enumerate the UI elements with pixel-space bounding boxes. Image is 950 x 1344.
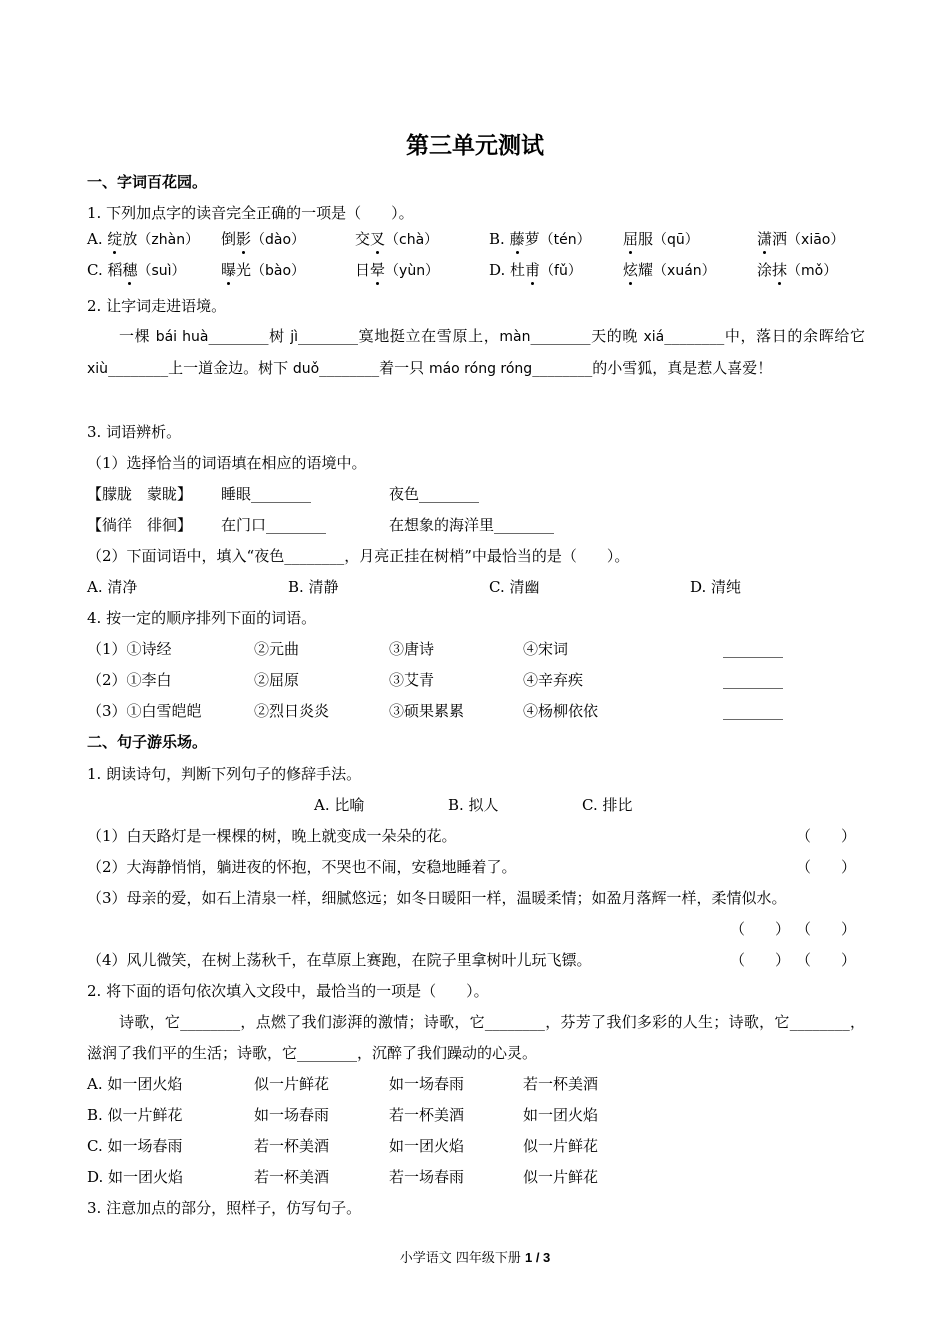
- pinyin-reading: （xuán）: [653, 263, 716, 279]
- q3-fill1a: 睡眼________: [221, 485, 312, 503]
- q4-row3-d: ④杨柳依依: [523, 702, 599, 720]
- q3-sub1: （1）选择恰当的词语填在相应的语境中。: [87, 454, 367, 472]
- page-title: 第三单元测试: [406, 133, 544, 159]
- passage-text: ________的小雪狐，真是惹人喜爱！: [532, 359, 773, 377]
- q4-row3-c: ③硕果累累: [389, 702, 465, 720]
- q1-option-c-6: 涂抹（mǒ）: [757, 261, 838, 279]
- q3-option-a: A. 清净: [87, 578, 138, 596]
- pinyin-reading: （tén）: [539, 232, 591, 248]
- pinyin-reading: （fǔ）: [540, 263, 582, 279]
- q3-pair2: 【徜徉 徘徊】: [87, 516, 193, 534]
- dotted-character: 藤: [509, 230, 525, 248]
- s1-item-3-answer-2: （ ）: [796, 920, 857, 938]
- s2-option-b-2: 如一场春雨: [254, 1106, 330, 1124]
- q4-row1-d: ④宋词: [523, 640, 569, 658]
- s2-option-b-3: 若一杯美酒: [389, 1106, 465, 1124]
- s1-choice-b: B. 拟人: [448, 796, 499, 814]
- q1-option-a-4: B. 藤萝（tén）: [489, 230, 591, 248]
- q4-row3-b: ②烈日炎炎: [254, 702, 330, 720]
- pinyin-prompt: bái huà: [155, 329, 209, 345]
- s2-option-a-1: A. 如一团火焰: [87, 1075, 183, 1093]
- pinyin-reading: （zhàn）: [137, 232, 200, 248]
- q1-option-c-1: C. 稻穗（suì）: [87, 261, 186, 279]
- s2-option-d-2: 若一杯美酒: [254, 1168, 330, 1186]
- s2-option-a-2: 似一片鲜花: [254, 1075, 330, 1093]
- s3-prompt: 3. 注意加点的部分，照样子，仿写句子。: [87, 1199, 362, 1217]
- dotted-character: 抹: [772, 261, 788, 279]
- dotted-character: 甫: [525, 261, 541, 279]
- q4-row3-a: （3）①白雪皑皑: [87, 702, 202, 720]
- q4-row2-blank: ________: [723, 671, 783, 689]
- q4-prompt: 4. 按一定的顺序排列下面的词语。: [87, 609, 317, 627]
- pinyin-prompt: xiù: [87, 361, 109, 377]
- q3-prompt: 3. 词语辨析。: [87, 423, 182, 441]
- dotted-character: 穗: [122, 261, 138, 279]
- q4-row1-b: ②元曲: [254, 640, 300, 658]
- pinyin-prompt: jì: [290, 329, 298, 345]
- dotted-character: 曝: [221, 261, 237, 279]
- q3-fill1b: 夜色________: [389, 485, 480, 503]
- section-2-heading: 二、句子游乐场。: [87, 733, 208, 751]
- passage-text: ________树: [208, 327, 291, 345]
- passage-text: ________上一道金边。树下: [108, 359, 293, 377]
- s2-prompt: 2. 将下面的语句依次填入文段中，最恰当的一项是（ ）。: [87, 982, 489, 1000]
- s2-option-b-4: 如一团火焰: [523, 1106, 599, 1124]
- q1-option-a-3: 交叉（chà）: [355, 230, 439, 248]
- q3-pair1: 【朦胧 蒙眬】: [87, 485, 193, 503]
- q4-row2-a: （2）①李白: [87, 671, 172, 689]
- s2-option-a-3: 如一场春雨: [389, 1075, 465, 1093]
- dotted-character: 影: [236, 230, 252, 248]
- s2-option-c-4: 似一片鲜花: [523, 1137, 599, 1155]
- pinyin-prompt: duǒ: [292, 361, 320, 377]
- s2-option-d-3: 若一场春雨: [389, 1168, 465, 1186]
- s1-item-1-answer: （ ）: [796, 827, 857, 845]
- s1-prompt: 1. 朗读诗句，判断下列句子的修辞手法。: [87, 765, 362, 783]
- page-footer: [0, 1247, 950, 1266]
- s1-item-4: （4）风儿微笑，在树上荡秋千，在草原上赛跑，在院子里拿树叶儿玩飞镖。: [87, 951, 592, 969]
- page-number: 1 / 3: [524, 1250, 551, 1265]
- q1-option-a-2: 倒影（dào）: [221, 230, 306, 248]
- q3-option-d: D. 清纯: [690, 578, 742, 596]
- passage-text: 一棵: [119, 327, 156, 345]
- q1-option-c-3: 日晕（yùn）: [355, 261, 440, 279]
- dotted-character: 屈: [623, 230, 639, 248]
- q1-option-a-6: 潇洒（xiāo）: [757, 230, 845, 248]
- pinyin-reading: （suì）: [137, 263, 186, 279]
- pinyin-reading: （mǒ）: [787, 263, 838, 279]
- q4-row2-c: ③艾青: [389, 671, 435, 689]
- s2-option-a-4: 若一杯美酒: [523, 1075, 599, 1093]
- pinyin-prompt: máo róng róng: [428, 361, 533, 377]
- pinyin-prompt: xiá: [643, 329, 665, 345]
- pinyin-prompt: màn: [499, 329, 531, 345]
- s2-option-c-1: C. 如一场春雨: [87, 1137, 183, 1155]
- s1-item-2-answer: （ ）: [796, 858, 857, 876]
- q1-option-c-4: D. 杜甫（fǔ）: [489, 261, 582, 279]
- s1-choice-c: C. 排比: [582, 796, 633, 814]
- s1-item-3-answer-1: （ ）: [730, 920, 791, 938]
- q2-passage: [87, 321, 865, 385]
- q4-row1-a: （1）①诗经: [87, 640, 172, 658]
- s2-option-c-2: 若一杯美酒: [254, 1137, 330, 1155]
- q3-fill2a: 在门口________: [221, 516, 327, 534]
- dotted-character: 叉: [370, 230, 386, 248]
- pinyin-reading: （xiāo）: [787, 232, 845, 248]
- q1-prompt: 1. 下列加点字的读音完全正确的一项是（ ）。: [87, 204, 414, 222]
- s2-option-c-3: 如一团火焰: [389, 1137, 465, 1155]
- q4-row2-d: ④辛弃疾: [523, 671, 584, 689]
- dotted-character: 晕: [370, 261, 386, 279]
- q1-option-a-1: A. 绽放（zhàn）: [87, 230, 200, 248]
- q4-row1-c: ③唐诗: [389, 640, 435, 658]
- dotted-character: 炫: [623, 261, 639, 279]
- s1-item-4-answer-2: （ ）: [796, 951, 857, 969]
- s1-item-4-answer-1: （ ）: [730, 951, 791, 969]
- pinyin-reading: （chà）: [385, 232, 439, 248]
- pinyin-reading: （yùn）: [385, 263, 440, 279]
- s2-option-d-1: D. 如一团火焰: [87, 1168, 184, 1186]
- dotted-character: 绽: [107, 230, 123, 248]
- dotted-character: 潇: [757, 230, 773, 248]
- s1-item-2: （2）大海静悄悄，躺进夜的怀抱，不哭也不闹，安稳地睡着了。: [87, 858, 517, 876]
- passage-text: ________着一只: [319, 359, 429, 377]
- q4-row1-blank: ________: [723, 640, 783, 658]
- s2-option-d-4: 似一片鲜花: [523, 1168, 599, 1186]
- s2-passage: 诗歌，它________，点燃了我们澎湃的激情；诗歌，它________，芬芳了我们多彩的人生；诗歌，它________，滋润了我们平的生活；诗歌，它________，沉醉了我们躁动的心灵。: [87, 1013, 865, 1062]
- s2-option-b-1: B. 似一片鲜花: [87, 1106, 183, 1124]
- q3-option-c: C. 清幽: [489, 578, 540, 596]
- q2-prompt: 2. 让字词走进语境。: [87, 297, 227, 315]
- pinyin-reading: （bào）: [251, 263, 306, 279]
- q3-option-b: B. 清静: [288, 578, 339, 596]
- s1-item-1: （1）白天路灯是一棵棵的树，晚上就变成一朵朵的花。: [87, 827, 457, 845]
- q4-row3-blank: ________: [723, 702, 783, 720]
- q1-option-a-5: 屈服（qū）: [623, 230, 699, 248]
- section-1-heading: 一、字词百花园。: [87, 173, 208, 191]
- passage-text: ________中，落日的余晖给它: [664, 327, 865, 345]
- pinyin-reading: （dào）: [251, 232, 306, 248]
- q3-sub2: （2）下面词语中，填入“夜色________，月亮正挂在树梢”中最恰当的是（ ）。: [87, 547, 630, 565]
- s1-choice-a: A. 比喻: [314, 796, 365, 814]
- s1-item-3: （3）母亲的爱，如石上清泉一样，细腻悠远；如冬日暖阳一样，温暖柔情；如盈月落辉一样，柔情似水。: [87, 889, 787, 907]
- pinyin-reading: （qū）: [653, 232, 699, 248]
- footer-text: 小学语文 四年级下册: [399, 1251, 525, 1266]
- q4-row2-b: ②屈原: [254, 671, 300, 689]
- q3-fill2b: 在想象的海洋里________: [389, 516, 555, 534]
- passage-text: ________天的晚: [530, 327, 644, 345]
- q1-option-c-5: 炫耀（xuán）: [623, 261, 716, 279]
- q1-option-c-2: 曝光（bào）: [221, 261, 306, 279]
- passage-text: ________寞地挺立在雪原上，: [297, 327, 500, 345]
